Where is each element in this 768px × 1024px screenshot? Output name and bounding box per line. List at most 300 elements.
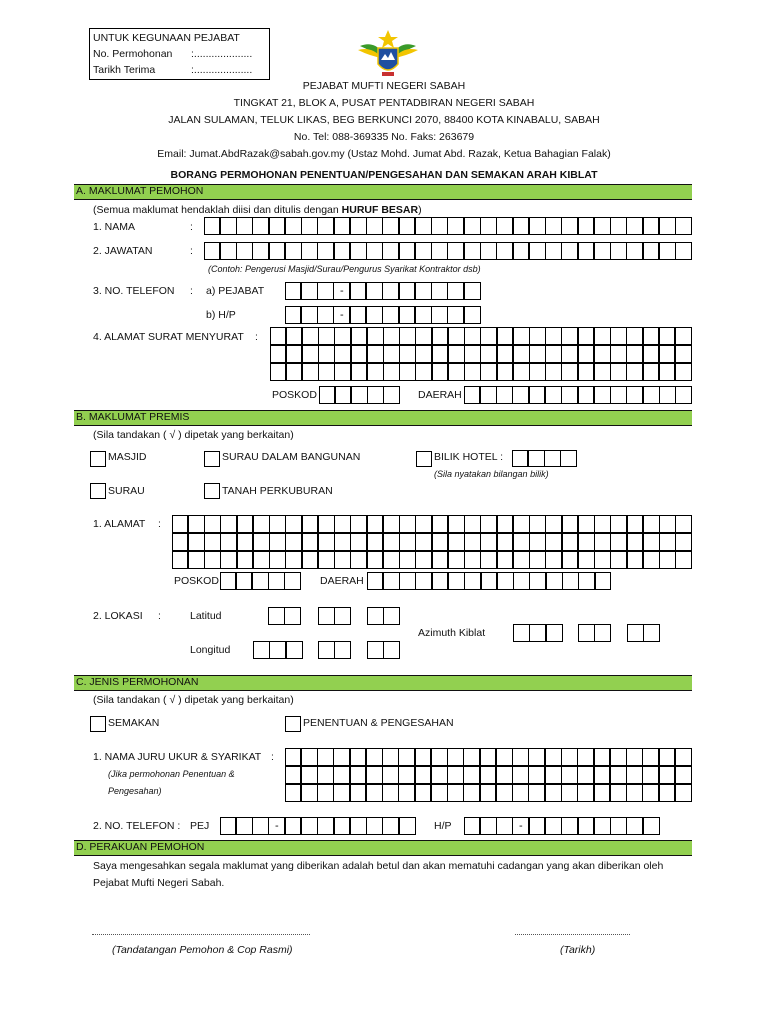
input-box-cell[interactable]	[382, 306, 399, 325]
input-box-cell[interactable]	[317, 217, 334, 236]
input-box-cell[interactable]	[382, 282, 399, 301]
input-box-cell[interactable]	[284, 572, 301, 591]
input-box-cell[interactable]	[610, 386, 627, 405]
input-box-cell[interactable]	[610, 327, 627, 346]
input-box-cell[interactable]	[675, 784, 692, 803]
input-box-cell[interactable]	[545, 748, 562, 767]
surau-checkbox[interactable]	[90, 483, 106, 499]
input-box-cell[interactable]	[301, 306, 318, 325]
input-box-cell[interactable]	[448, 515, 465, 534]
input-box-cell[interactable]	[545, 817, 562, 836]
input-box-cell[interactable]	[302, 533, 319, 552]
latitude-min-boxes[interactable]	[318, 607, 351, 625]
input-box-cell[interactable]	[350, 282, 367, 301]
input-box-cell[interactable]	[594, 766, 611, 785]
input-box-cell[interactable]	[610, 748, 627, 767]
input-box-cell[interactable]	[302, 551, 319, 570]
premise-address-boxes[interactable]	[172, 515, 692, 569]
input-box-cell[interactable]	[610, 551, 627, 570]
input-box-cell[interactable]	[286, 641, 303, 660]
input-box-cell[interactable]	[398, 766, 415, 785]
premise-postcode-boxes[interactable]	[220, 572, 301, 590]
input-box-cell[interactable]	[334, 242, 351, 261]
input-box-cell[interactable]	[237, 551, 254, 570]
input-box-cell[interactable]	[675, 345, 692, 364]
input-box-cell[interactable]	[626, 748, 643, 767]
input-box-cell[interactable]	[529, 817, 546, 836]
input-box-cell[interactable]	[610, 345, 627, 364]
input-box-cell[interactable]	[301, 766, 318, 785]
input-box-cell[interactable]	[302, 345, 319, 364]
input-box-cell[interactable]	[561, 766, 578, 785]
input-box-cell[interactable]	[432, 327, 449, 346]
input-box-cell[interactable]	[204, 551, 221, 570]
surveyor-boxes[interactable]	[285, 748, 692, 802]
input-box-cell[interactable]	[560, 450, 577, 468]
input-box-cell[interactable]	[610, 784, 627, 803]
premise-district-boxes[interactable]	[367, 572, 611, 590]
input-box-cell[interactable]	[366, 766, 383, 785]
input-box-cell[interactable]	[351, 386, 368, 405]
input-box-cell[interactable]	[415, 572, 432, 591]
input-box-cell[interactable]	[577, 766, 594, 785]
input-box-cell[interactable]	[367, 327, 384, 346]
input-box-cell[interactable]	[367, 607, 384, 626]
input-box-cell[interactable]	[220, 572, 237, 591]
input-box-cell[interactable]	[334, 607, 351, 626]
input-box-cell[interactable]	[318, 551, 335, 570]
input-box-cell[interactable]	[188, 515, 205, 534]
input-box-cell[interactable]	[383, 363, 400, 382]
input-box-cell[interactable]	[334, 327, 351, 346]
input-box-cell[interactable]	[546, 624, 563, 643]
position-boxes[interactable]	[204, 242, 692, 260]
input-box-cell[interactable]	[399, 217, 416, 236]
input-box-cell[interactable]	[382, 748, 399, 767]
input-box-cell[interactable]	[431, 766, 448, 785]
input-box-cell[interactable]	[594, 817, 611, 836]
input-box-cell[interactable]	[529, 386, 546, 405]
input-box-cell[interactable]	[496, 386, 513, 405]
input-box-cell[interactable]	[578, 363, 595, 382]
input-box-cell[interactable]	[334, 533, 351, 552]
input-box-cell[interactable]	[431, 306, 448, 325]
input-box-cell[interactable]	[595, 572, 612, 591]
input-box-cell[interactable]	[269, 515, 286, 534]
input-box-cell[interactable]	[545, 327, 562, 346]
input-box-cell[interactable]	[383, 386, 400, 405]
input-box-cell[interactable]	[610, 242, 627, 261]
input-box-cell[interactable]	[448, 551, 465, 570]
input-box-cell[interactable]	[545, 217, 562, 236]
input-box-cell[interactable]	[285, 242, 302, 261]
input-box-cell[interactable]	[480, 551, 497, 570]
input-box-cell[interactable]	[659, 345, 676, 364]
input-box-cell[interactable]	[237, 515, 254, 534]
input-box-cell[interactable]	[643, 515, 660, 534]
input-box-cell[interactable]	[350, 515, 367, 534]
input-box-cell[interactable]	[269, 217, 286, 236]
input-box-cell[interactable]	[317, 242, 334, 261]
input-box-cell[interactable]	[675, 242, 692, 261]
input-box-cell[interactable]	[610, 533, 627, 552]
input-box-cell[interactable]	[285, 282, 302, 301]
input-box-cell[interactable]	[643, 217, 660, 236]
input-box-cell[interactable]	[610, 217, 627, 236]
input-box-cell[interactable]	[415, 242, 432, 261]
input-box-cell[interactable]	[561, 327, 578, 346]
input-box-cell[interactable]	[480, 386, 497, 405]
input-box-cell[interactable]	[318, 533, 335, 552]
input-box-cell[interactable]	[301, 784, 318, 803]
input-box-cell[interactable]	[350, 748, 367, 767]
input-box-cell[interactable]	[497, 327, 514, 346]
input-box-cell[interactable]	[432, 515, 449, 534]
input-box-cell[interactable]	[627, 533, 644, 552]
input-box-cell[interactable]	[350, 784, 367, 803]
input-box-cell[interactable]	[545, 363, 562, 382]
input-box-cell[interactable]	[285, 515, 302, 534]
input-box-cell[interactable]	[447, 282, 464, 301]
input-box-cell[interactable]	[382, 242, 399, 261]
input-box-cell[interactable]	[610, 363, 627, 382]
name-boxes[interactable]	[204, 217, 692, 235]
input-box-cell[interactable]	[463, 748, 480, 767]
input-box-cell[interactable]	[480, 817, 497, 836]
input-box-cell[interactable]	[448, 533, 465, 552]
input-box-cell[interactable]	[383, 641, 400, 660]
input-box-cell[interactable]	[627, 624, 644, 643]
input-box-cell[interactable]	[432, 533, 449, 552]
input-box-cell[interactable]	[382, 217, 399, 236]
input-box-cell[interactable]	[448, 572, 465, 591]
input-box-cell[interactable]	[252, 817, 269, 836]
input-box-cell[interactable]	[464, 533, 481, 552]
input-box-cell[interactable]	[204, 217, 221, 236]
input-box-cell[interactable]	[220, 515, 237, 534]
input-box-cell[interactable]	[367, 572, 384, 591]
input-box-cell[interactable]	[318, 345, 335, 364]
input-box-cell[interactable]	[496, 748, 513, 767]
input-box-cell[interactable]	[578, 327, 595, 346]
input-box-cell[interactable]	[642, 748, 659, 767]
input-box-cell[interactable]	[415, 363, 432, 382]
input-box-cell[interactable]	[317, 282, 334, 301]
input-box-cell[interactable]	[220, 242, 237, 261]
input-box-cell[interactable]	[301, 242, 318, 261]
input-box-cell[interactable]	[351, 327, 368, 346]
input-box-cell[interactable]	[659, 515, 676, 534]
longitude-min-boxes[interactable]	[318, 641, 351, 659]
input-box-cell[interactable]	[675, 217, 692, 236]
input-box-cell[interactable]	[318, 641, 335, 660]
input-box-cell[interactable]	[464, 386, 481, 405]
input-box-cell[interactable]	[415, 533, 432, 552]
input-box-cell[interactable]	[301, 217, 318, 236]
input-box-cell[interactable]	[253, 551, 270, 570]
input-box-cell[interactable]	[382, 766, 399, 785]
signature-line[interactable]	[92, 934, 310, 935]
input-box-cell[interactable]	[545, 345, 562, 364]
input-box-cell[interactable]	[513, 217, 530, 236]
input-box-cell[interactable]	[643, 345, 660, 364]
azimuth-sec-boxes[interactable]	[627, 624, 660, 642]
postcode-boxes[interactable]	[319, 386, 400, 404]
input-box-cell[interactable]	[561, 345, 578, 364]
input-box-cell[interactable]	[545, 766, 562, 785]
input-box-cell[interactable]	[512, 766, 529, 785]
input-box-cell[interactable]	[367, 641, 384, 660]
input-box-cell[interactable]	[317, 784, 334, 803]
input-box-cell[interactable]	[415, 306, 432, 325]
input-box-cell[interactable]	[333, 784, 350, 803]
input-box-cell[interactable]	[333, 766, 350, 785]
input-box-cell[interactable]	[626, 345, 643, 364]
determination-checkbox[interactable]	[285, 716, 301, 732]
input-box-cell[interactable]	[301, 748, 318, 767]
input-box-cell[interactable]	[513, 363, 530, 382]
input-box-cell[interactable]	[594, 242, 611, 261]
input-box-cell[interactable]	[545, 242, 562, 261]
input-box-cell[interactable]	[464, 306, 481, 325]
input-box-cell[interactable]	[318, 363, 335, 382]
input-box-cell[interactable]	[594, 551, 611, 570]
input-box-cell[interactable]	[643, 386, 660, 405]
input-box-cell[interactable]	[643, 363, 660, 382]
input-box-cell[interactable]	[415, 327, 432, 346]
input-box-cell[interactable]	[318, 515, 335, 534]
input-box-cell[interactable]	[204, 515, 221, 534]
input-box-cell[interactable]	[675, 363, 692, 382]
latitude-sec-boxes[interactable]	[367, 607, 400, 625]
input-box-cell[interactable]	[285, 817, 302, 836]
input-box-cell[interactable]	[252, 217, 269, 236]
input-box-cell[interactable]	[626, 386, 643, 405]
input-box-cell[interactable]	[480, 766, 497, 785]
input-box-cell[interactable]	[415, 748, 432, 767]
input-box-cell[interactable]	[529, 327, 546, 346]
input-box-cell[interactable]	[432, 551, 449, 570]
input-box-cell[interactable]	[366, 217, 383, 236]
input-box-cell[interactable]	[269, 533, 286, 552]
input-box-cell[interactable]	[204, 242, 221, 261]
input-box-cell[interactable]	[643, 817, 660, 836]
surau-building-checkbox[interactable]	[204, 451, 220, 467]
input-box-cell[interactable]	[432, 363, 449, 382]
input-box-cell[interactable]	[496, 784, 513, 803]
input-box-cell[interactable]	[399, 572, 416, 591]
input-box-cell[interactable]	[334, 217, 351, 236]
input-box-cell[interactable]	[253, 641, 270, 660]
input-box-cell[interactable]	[659, 363, 676, 382]
c-phone-office-boxes[interactable]	[220, 817, 416, 835]
input-box-cell[interactable]	[610, 515, 627, 534]
input-box-cell[interactable]	[253, 515, 270, 534]
input-box-cell[interactable]	[577, 784, 594, 803]
input-box-cell[interactable]	[415, 784, 432, 803]
input-box-cell[interactable]	[464, 551, 481, 570]
input-box-cell[interactable]	[497, 551, 514, 570]
input-box-cell[interactable]	[642, 766, 659, 785]
input-box-cell[interactable]	[594, 515, 611, 534]
input-box-cell[interactable]	[481, 572, 498, 591]
input-box-cell[interactable]	[383, 533, 400, 552]
input-box-cell[interactable]	[529, 363, 546, 382]
input-box-cell[interactable]	[351, 363, 368, 382]
input-box-cell[interactable]	[252, 242, 269, 261]
input-box-cell[interactable]	[350, 766, 367, 785]
input-box-cell[interactable]	[350, 306, 367, 325]
input-box-cell[interactable]	[529, 515, 546, 534]
input-box-cell[interactable]	[415, 551, 432, 570]
input-box-cell[interactable]	[236, 242, 253, 261]
input-box-cell[interactable]	[513, 572, 530, 591]
input-box-cell[interactable]	[480, 327, 497, 346]
input-box-cell[interactable]	[432, 345, 449, 364]
input-box-cell[interactable]	[285, 533, 302, 552]
phone-office-boxes[interactable]	[285, 282, 481, 300]
input-box-cell[interactable]	[626, 766, 643, 785]
input-box-cell[interactable]	[447, 306, 464, 325]
input-box-cell[interactable]	[268, 607, 285, 626]
input-box-cell[interactable]	[270, 345, 287, 364]
input-box-cell[interactable]	[284, 607, 301, 626]
input-box-cell[interactable]	[448, 363, 465, 382]
input-box-cell[interactable]	[578, 572, 595, 591]
input-box-cell[interactable]	[675, 551, 692, 570]
input-box-cell[interactable]	[220, 817, 237, 836]
input-box-cell[interactable]	[610, 817, 627, 836]
input-box-cell[interactable]	[626, 327, 643, 346]
c-phone-mobile-boxes[interactable]	[464, 817, 660, 835]
input-box-cell[interactable]	[383, 572, 400, 591]
input-box-cell[interactable]	[464, 363, 481, 382]
latitude-deg-boxes[interactable]	[268, 607, 301, 625]
input-box-cell[interactable]	[561, 748, 578, 767]
input-box-cell[interactable]	[464, 282, 481, 301]
input-box-cell[interactable]	[561, 817, 578, 836]
longitude-sec-boxes[interactable]	[367, 641, 400, 659]
input-box-cell[interactable]	[659, 766, 676, 785]
input-box-cell[interactable]	[546, 572, 563, 591]
input-box-cell[interactable]	[399, 551, 416, 570]
input-box-cell[interactable]	[577, 748, 594, 767]
input-box-cell[interactable]	[545, 533, 562, 552]
input-box-cell[interactable]	[464, 242, 481, 261]
longitude-deg-boxes[interactable]	[253, 641, 303, 659]
input-box-cell[interactable]	[512, 748, 529, 767]
input-box-cell[interactable]	[480, 217, 497, 236]
input-box-cell[interactable]	[562, 572, 579, 591]
input-box-cell[interactable]	[286, 363, 303, 382]
input-box-cell[interactable]	[528, 766, 545, 785]
input-box-cell[interactable]	[513, 345, 530, 364]
input-box-cell[interactable]	[172, 533, 189, 552]
input-box-cell[interactable]	[529, 624, 546, 643]
input-box-cell[interactable]	[399, 363, 416, 382]
date-line[interactable]	[515, 934, 630, 935]
date-received-value[interactable]: :....................	[191, 64, 253, 76]
input-box-cell[interactable]	[480, 242, 497, 261]
input-box-cell[interactable]	[366, 817, 383, 836]
input-box-cell[interactable]	[659, 551, 676, 570]
input-box-cell[interactable]	[351, 345, 368, 364]
input-box-cell[interactable]	[497, 363, 514, 382]
input-box-cell[interactable]	[529, 551, 546, 570]
input-box-cell[interactable]	[382, 817, 399, 836]
input-box-cell[interactable]	[447, 748, 464, 767]
input-box-cell[interactable]	[594, 533, 611, 552]
input-box-cell[interactable]	[399, 817, 416, 836]
input-box-cell[interactable]	[447, 242, 464, 261]
input-box-cell[interactable]	[383, 345, 400, 364]
input-box-cell[interactable]	[350, 817, 367, 836]
input-box-cell[interactable]	[318, 607, 335, 626]
input-box-cell[interactable]	[334, 817, 351, 836]
input-box-cell[interactable]	[335, 386, 352, 405]
input-box-cell[interactable]	[302, 327, 319, 346]
input-box-cell[interactable]	[578, 345, 595, 364]
input-box-cell[interactable]	[480, 748, 497, 767]
input-box-cell[interactable]	[529, 242, 546, 261]
input-box-cell[interactable]	[463, 784, 480, 803]
input-box-cell[interactable]	[659, 242, 676, 261]
input-box-cell[interactable]	[301, 282, 318, 301]
input-box-cell[interactable]	[383, 327, 400, 346]
input-box-cell[interactable]	[366, 306, 383, 325]
input-box-cell[interactable]	[675, 748, 692, 767]
input-box-cell[interactable]	[432, 572, 449, 591]
input-box-cell[interactable]	[188, 533, 205, 552]
review-checkbox[interactable]	[90, 716, 106, 732]
input-box-cell[interactable]	[367, 386, 384, 405]
input-box-cell[interactable]	[659, 533, 676, 552]
input-box-cell[interactable]	[675, 515, 692, 534]
input-box-cell[interactable]	[528, 450, 545, 468]
input-box-cell[interactable]	[626, 817, 643, 836]
input-box-cell[interactable]	[319, 386, 336, 405]
cemetery-checkbox[interactable]	[204, 483, 220, 499]
input-box-cell[interactable]	[236, 217, 253, 236]
input-box-cell[interactable]	[367, 533, 384, 552]
input-box-cell[interactable]	[270, 327, 287, 346]
input-box-cell[interactable]	[594, 748, 611, 767]
input-box-cell[interactable]	[626, 784, 643, 803]
input-box-cell[interactable]	[529, 533, 546, 552]
input-box-cell[interactable]	[594, 345, 611, 364]
input-box-cell[interactable]	[415, 766, 432, 785]
input-box-cell[interactable]	[447, 766, 464, 785]
input-box-cell[interactable]	[333, 748, 350, 767]
input-box-cell[interactable]	[367, 515, 384, 534]
input-box-cell[interactable]	[415, 282, 432, 301]
input-box-cell[interactable]	[301, 817, 318, 836]
input-box-cell[interactable]	[285, 551, 302, 570]
input-box-cell[interactable]	[529, 345, 546, 364]
input-box-cell[interactable]	[497, 572, 514, 591]
input-box-cell[interactable]	[675, 386, 692, 405]
input-box-cell[interactable]	[594, 784, 611, 803]
input-box-cell[interactable]	[317, 817, 334, 836]
input-box-cell[interactable]	[204, 533, 221, 552]
input-box-cell[interactable]	[528, 748, 545, 767]
input-box-cell[interactable]	[399, 327, 416, 346]
input-box-cell[interactable]	[561, 784, 578, 803]
input-box-cell[interactable]	[529, 572, 546, 591]
address-boxes[interactable]	[270, 327, 692, 381]
input-box-cell[interactable]	[415, 515, 432, 534]
input-box-cell[interactable]	[448, 345, 465, 364]
